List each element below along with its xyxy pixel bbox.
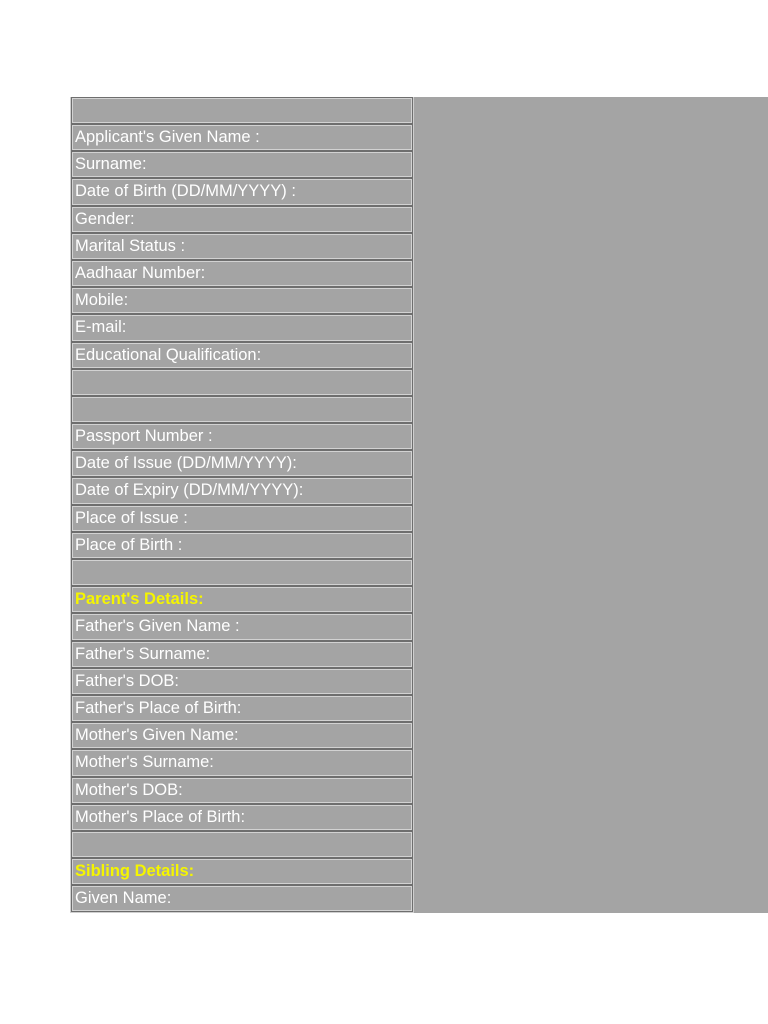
father-place-of-birth-cell[interactable]: Father's Place of Birth: xyxy=(71,695,413,722)
father-dob-cell[interactable]: Father's DOB: xyxy=(71,668,413,695)
blank-row[interactable] xyxy=(71,369,413,396)
blank-row[interactable] xyxy=(71,396,413,423)
place-of-issue-cell[interactable]: Place of Issue : xyxy=(71,505,413,532)
application-form xyxy=(70,97,414,913)
date-of-birth-cell[interactable]: Date of Birth (DD/MM/YYYY) : xyxy=(71,178,413,205)
gender-cell[interactable]: Gender: xyxy=(71,206,413,233)
mother-place-of-birth-cell[interactable]: Mother's Place of Birth: xyxy=(71,804,413,831)
mother-surname-cell[interactable]: Mother's Surname: xyxy=(71,749,413,776)
surname-cell[interactable]: Surname: xyxy=(71,151,413,178)
place-of-birth-cell[interactable]: Place of Birth : xyxy=(71,532,413,559)
sibling-given-name-cell[interactable]: Given Name: xyxy=(71,885,413,912)
sibling-details-heading: Sibling Details: xyxy=(71,858,413,885)
blank-row[interactable] xyxy=(71,831,413,858)
passport-number-cell[interactable]: Passport Number : xyxy=(71,423,413,450)
applicant-given-name-cell[interactable]: Applicant's Given Name : xyxy=(71,124,413,151)
email-cell[interactable]: E-mail: xyxy=(71,314,413,341)
father-surname-cell[interactable]: Father's Surname: xyxy=(71,641,413,668)
aadhaar-number-cell[interactable]: Aadhaar Number: xyxy=(71,260,413,287)
educational-qualification-cell[interactable]: Educational Qualification: xyxy=(71,342,413,369)
blank-row[interactable] xyxy=(71,97,413,124)
marital-status-cell[interactable]: Marital Status : xyxy=(71,233,413,260)
mother-given-name-cell[interactable]: Mother's Given Name: xyxy=(71,722,413,749)
mobile-cell[interactable]: Mobile: xyxy=(71,287,413,314)
parents-details-heading: Parent's Details: xyxy=(71,586,413,613)
date-of-expiry-cell[interactable]: Date of Expiry (DD/MM/YYYY): xyxy=(71,477,413,504)
father-given-name-cell[interactable]: Father's Given Name : xyxy=(71,613,413,640)
date-of-issue-cell[interactable]: Date of Issue (DD/MM/YYYY): xyxy=(71,450,413,477)
mother-dob-cell[interactable]: Mother's DOB: xyxy=(71,777,413,804)
blank-row[interactable] xyxy=(71,559,413,586)
